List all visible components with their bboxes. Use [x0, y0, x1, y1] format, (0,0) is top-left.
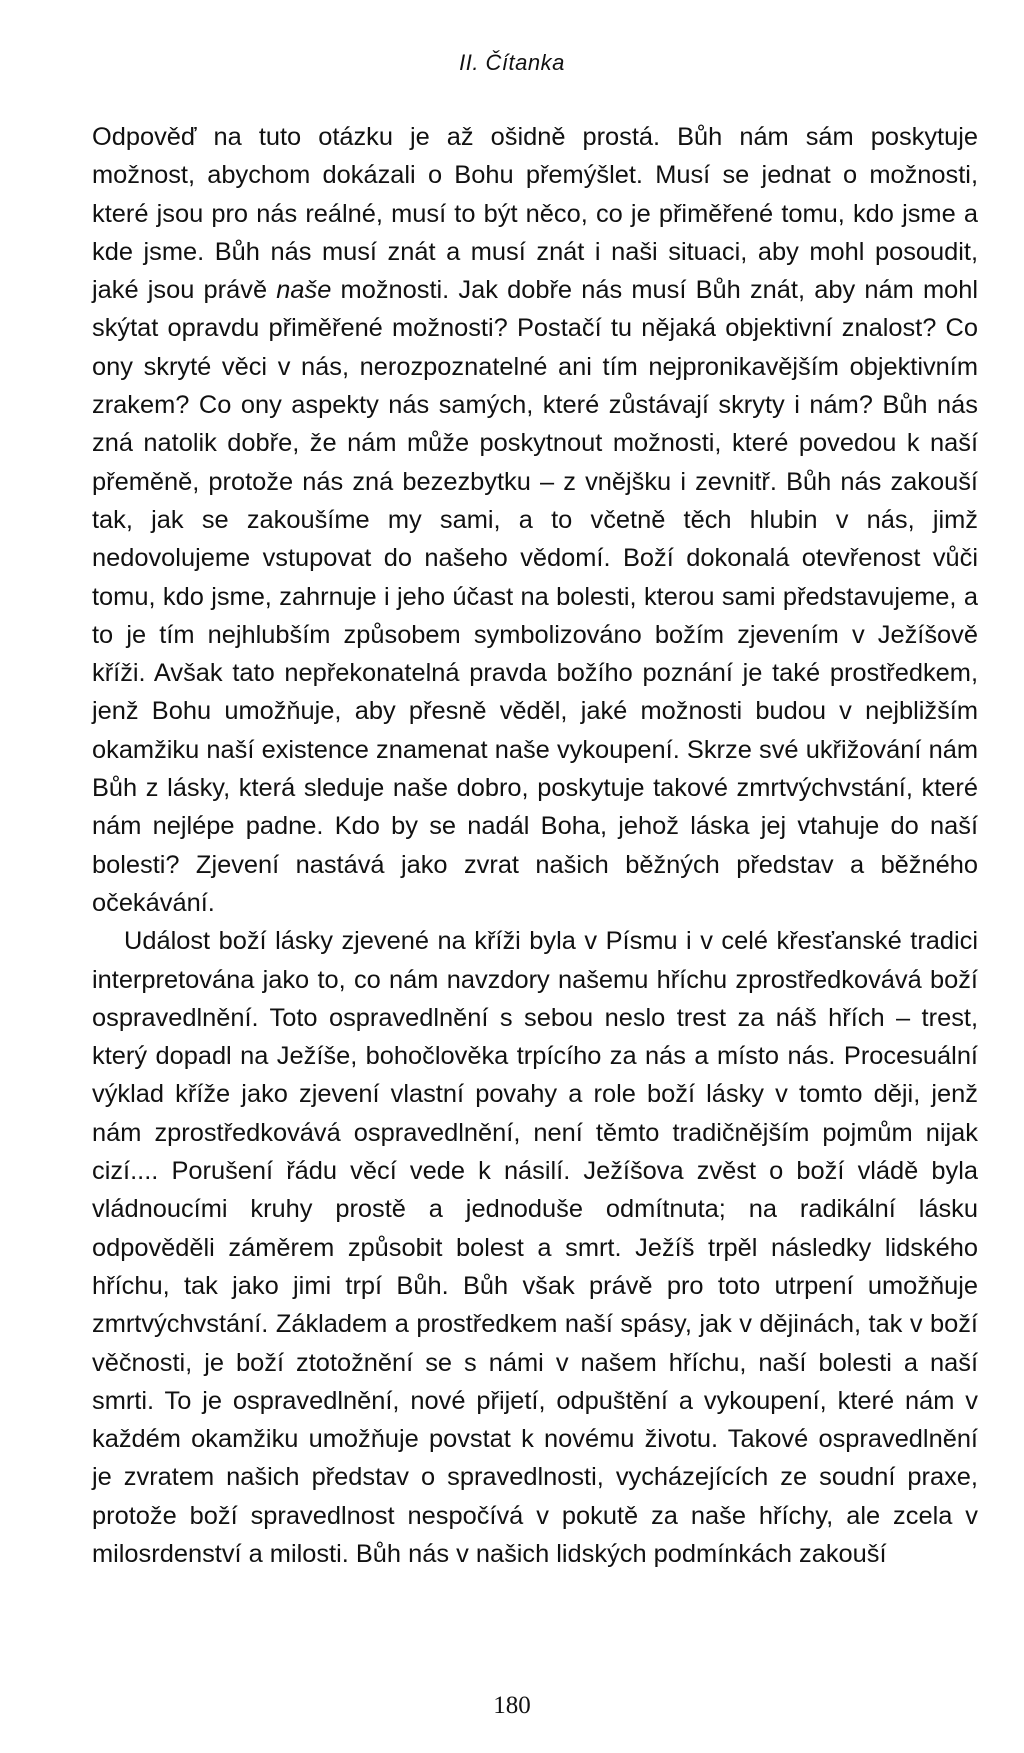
- paragraph-2: Událost boží lásky zjevené na kříži byla v Písmu i v celé křesťanské tradici interpretována jako to, co nám navzdory našemu hříchu zprostředkovává boží ospravedlnění. Toto ospravedlnění s sebou neslo trest za náš hřích – trest, který dopadl na Ježíše, bohočlověka trpícího za nás a místo nás. Procesuální výklad kříže jako zjevení vlastní povahy a role boží lásky v tomto ději, jenž nám zprostředkovává ospravedlnění, není těmto tradičnějším pojmům nijak cizí.... Porušení řádu věcí vede k násilí. Ježíšova zvěst o boží vládě byla vládnoucími kruhy prostě a jednoduše odmítnuta; na radikální lásku odpověděli záměrem způsobit bolest a smrt. Ježíš trpěl následky lidského hříchu, tak jako jimi trpí Bůh. Bůh však právě pro toto utrpení umožňuje zmrtvýchvstání. Základem a prostředkem naší spásy, jak v dějinách, tak v boží věčnosti, je boží ztotožnění se s námi v našem hříchu, naší bolesti a naší smrti. To je ospravedlnění, nové přijetí, odpuštění a vykoupení, které nám v každém okamžiku umožňuje povstat k novému životu. Takové ospravedlnění je zvratem našich představ o spravedlnosti, vycházejících ze soudní praxe, protože boží spravedlnost nespočívá v pokutě za naše hříchy, ale zcela v milosrdenství a milosti. Bůh nás v našich lidských podmínkách zakouší: [92, 927, 978, 1568]
- body-text: [92, 118, 978, 1573]
- paragraph-1-text-start: Odpověď na tuto otázku je až ošidně prostá. Bůh nám sám poskytuje možnost, abychom dokázali o Bohu přemýšlet. Musí se jednat o možnosti, které jsou pro nás reálné, musí to být něco, co je přiměřené tomu, kdo jsme a kde jsme. Bůh nás musí znát a musí znát i naši situaci, aby mohl posoudit, jaké jsou právě: [92, 123, 978, 305]
- paragraph-1: [92, 118, 978, 922]
- paragraph-1-text-end: možnosti. Jak dobře nás musí Bůh znát, aby nám mohl skýtat opravdu přiměřené možnosti? Postačí tu nějaká objektivní znalost? Co ony skryté věci v nás, nerozpoznatelné ani tím nejpronikavějším objektivním zrakem? Co ony aspekty nás samých, které zůstávají skryty i nám? Bůh nás zná natolik dobře, že nám může poskytnout možnosti, které povedou k naší přeměně, protože nás zná bezezbytku – z vnějšku i zevnitř. Bůh nás zakouší tak, jak se zakoušíme my sami, a to včetně těch hlubin v nás, jimž nedovolujeme vstupovat do našeho vědomí. Boží dokonalá otevřenost vůči tomu, kdo jsme, zahrnuje i jeho účast na bolesti, kterou sami představujeme, a to je tím nejhlubším způsobem symbolizováno božím zjevením v Ježíšově kříži. Avšak tato nepřekonatelná pravda božího poznání je také prostředkem, jenž Bohu umožňuje, aby přesně věděl, jaké možnosti budou v nejbližším okamžiku naší existence znamenat naše vykoupení. Skrze své ukřižování nám Bůh z lásky, která sleduje naše dobro, poskytuje takové zmrtvýchvstání, které nám nejlépe padne. Kdo by se nadál Boha, jehož láska jej vtahuje do naší bolesti? Zjevení nastává jako zvrat našich běžných představ a běžného očekávání.: [92, 276, 978, 917]
- page-number: 180: [493, 1692, 531, 1719]
- emphasized-word: naše: [276, 276, 332, 305]
- running-header: II. Čítanka: [459, 50, 565, 75]
